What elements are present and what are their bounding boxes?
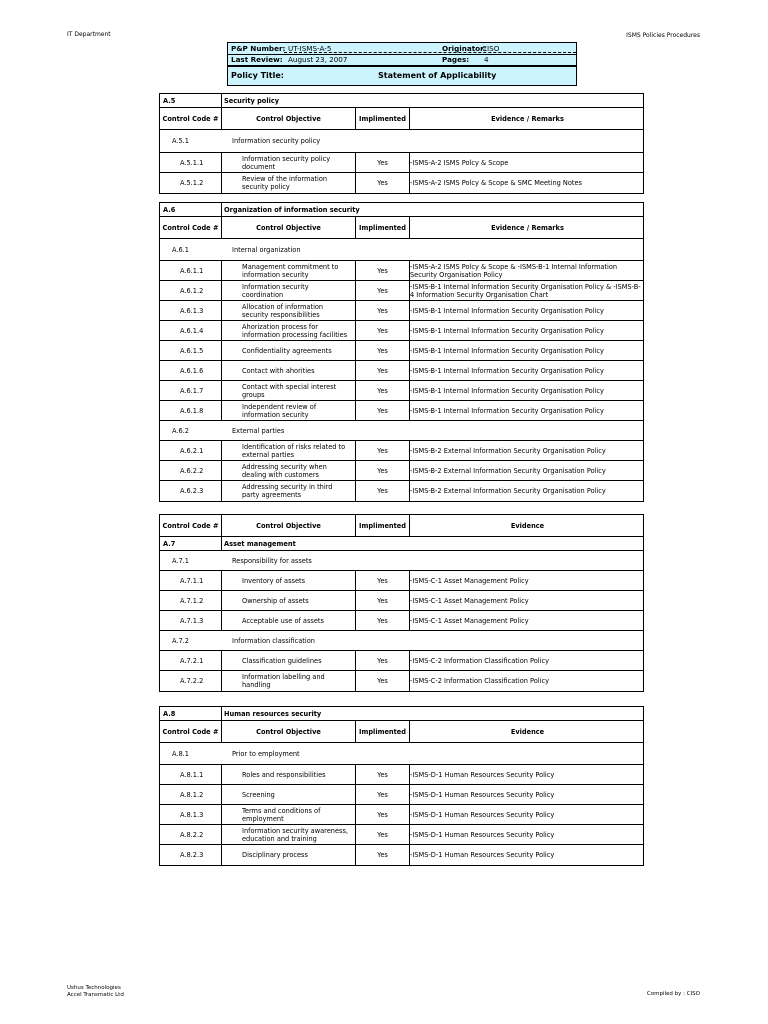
section-title: Asset management (224, 539, 296, 548)
policy-title-row (228, 66, 576, 88)
row-code: A.7.1.1 (160, 571, 222, 590)
column-header-row (160, 515, 643, 537)
row-implemented: Yes (356, 261, 410, 280)
row-code: A.6.2 (172, 426, 189, 435)
row-code: A.7.2.2 (160, 671, 222, 691)
row-objective: Management commitment to information security (222, 261, 356, 280)
row-objective: Ownership of assets (222, 591, 356, 610)
row-evidence: -ISMS-A-2 ISMS Polcy & Scope (410, 158, 509, 167)
row-evidence: -ISMS-A-2 ISMS Polcy & Scope & SMC Meeting Notes (410, 179, 582, 187)
column-header-row (160, 108, 643, 130)
table-row (160, 173, 643, 193)
pp-number-value: UT-ISMS-A-5 (288, 44, 332, 53)
row-evidence: -ISMS-C-1 Asset Management Policy (410, 616, 529, 625)
row-evidence: -ISMS-C-1 Asset Management Policy (410, 576, 529, 585)
row-code: A.6.1 (172, 245, 189, 254)
row-code: A.6.2.3 (160, 481, 222, 501)
col-control-objective: Control Objective (222, 515, 356, 536)
table-row (160, 481, 643, 501)
section-title: Organization of information security (224, 205, 360, 214)
row-objective: External parties (232, 426, 285, 435)
row-objective: Identification of risks related to external parties (222, 441, 356, 460)
row-objective: Confidentiality agreements (222, 341, 356, 360)
row-code: A.8.1.3 (160, 805, 222, 824)
table-row (160, 130, 643, 153)
row-evidence: -ISMS-B-2 External Information Security Organisation Policy (410, 446, 606, 455)
table-row (160, 381, 643, 401)
table-row (160, 631, 643, 651)
section-code: A.7 (160, 537, 222, 550)
row-objective: Addressing security in third party agreements (222, 481, 356, 501)
header-department: IT Department (67, 31, 111, 38)
row-evidence: -ISMS-B-1 Internal Information Security Organisation Policy (410, 406, 604, 415)
row-code: A.6.1.3 (160, 301, 222, 320)
row-objective: Ahorization process for information processing facilities (222, 321, 356, 340)
policy-info-box (227, 42, 577, 86)
row-code: A.6.2.1 (160, 441, 222, 460)
table-row (160, 671, 643, 691)
table-row (160, 239, 643, 261)
col-implemented: Implimented (356, 721, 410, 742)
col-evidence-remarks: Evidence / Remarks (491, 223, 564, 232)
row-objective: Classification guidelines (222, 651, 356, 670)
col-implemented: Implimented (356, 217, 410, 238)
row-objective: Inventory of assets (222, 571, 356, 590)
pages-label: Pages: (442, 55, 470, 64)
table-row (160, 591, 643, 611)
column-header-row (160, 721, 643, 743)
last-review-row (228, 54, 576, 66)
table-row (160, 743, 643, 765)
column-header-row (160, 217, 643, 239)
row-objective: Terms and conditions of employment (222, 805, 356, 824)
row-implemented: Yes (356, 173, 410, 193)
pp-number-label: P&P Number: (231, 44, 286, 53)
table-row (160, 361, 643, 381)
row-evidence: -ISMS-C-1 Asset Management Policy (410, 596, 529, 605)
originator-label: Originator: (442, 44, 487, 53)
col-evidence: Evidence (510, 521, 545, 530)
row-objective: Independent review of information security (222, 401, 356, 420)
row-code: A.5.1 (172, 137, 189, 145)
table-row (160, 421, 643, 441)
table-row (160, 301, 643, 321)
row-implemented: Yes (356, 765, 410, 784)
row-objective: Information security awareness, education and training (222, 825, 356, 844)
row-implemented: Yes (356, 441, 410, 460)
footer-company (67, 985, 124, 998)
row-code: A.8.1.2 (160, 785, 222, 804)
table-row (160, 611, 643, 631)
row-code: A.7.2.1 (160, 651, 222, 670)
section-code: A.5 (160, 94, 222, 107)
row-implemented: Yes (356, 381, 410, 400)
table-row (160, 765, 643, 785)
row-implemented: Yes (356, 481, 410, 501)
row-evidence: -ISMS-B-1 Internal Information Security Organisation Policy (410, 386, 604, 395)
table-row (160, 321, 643, 341)
col-evidence-remarks: Evidence / Remarks (491, 114, 564, 123)
row-implemented: Yes (356, 845, 410, 865)
row-code: A.8.1 (172, 749, 189, 758)
row-code: A.8.2.2 (160, 825, 222, 844)
row-code: A.6.2.2 (160, 461, 222, 480)
row-evidence: -ISMS-C-2 Information Classification Policy (410, 677, 549, 685)
table-row (160, 153, 643, 173)
policy-title-value: Statement of Applicability (378, 71, 497, 80)
row-code: A.8.1.1 (160, 765, 222, 784)
row-code: A.7.1.2 (160, 591, 222, 610)
row-objective: Information classification (232, 636, 315, 645)
policy-title-label: Policy Title: (231, 71, 284, 80)
row-objective: Internal organization (232, 245, 301, 254)
row-implemented: Yes (356, 651, 410, 670)
footer-company-line1: Ushus Technologies (67, 985, 121, 991)
table-row (160, 785, 643, 805)
row-objective: Information security policy document (222, 153, 356, 172)
table-row (160, 805, 643, 825)
row-implemented: Yes (356, 671, 410, 691)
row-code: A.7.1 (172, 556, 189, 565)
row-code: A.6.1.2 (160, 281, 222, 300)
row-implemented: Yes (356, 361, 410, 380)
row-implemented: Yes (356, 301, 410, 320)
table-row (160, 651, 643, 671)
row-objective: Information security coordination (222, 281, 356, 300)
row-evidence: -ISMS-B-2 External Information Security Organisation Policy (410, 466, 606, 475)
row-evidence: -ISMS-D-1 Human Resources Security Policy (410, 790, 555, 799)
row-code: A.6.1.5 (160, 341, 222, 360)
row-objective: Prior to employment (232, 749, 300, 758)
row-code: A.6.1.1 (160, 261, 222, 280)
row-objective: Contact with ahorities (222, 361, 356, 380)
table-row (160, 571, 643, 591)
section-title-row (160, 537, 643, 551)
col-implemented: Implimented (356, 108, 410, 129)
table-row (160, 281, 643, 301)
table-row (160, 461, 643, 481)
row-code: A.6.1.4 (160, 321, 222, 340)
row-objective: Addressing security when dealing with customers (222, 461, 356, 480)
row-evidence: -ISMS-C-2 Information Classification Policy (410, 656, 549, 665)
table-row (160, 551, 643, 571)
section-a8 (159, 706, 644, 866)
row-implemented: Yes (356, 461, 410, 480)
row-code: A.8.2.3 (160, 845, 222, 865)
section-title-row (160, 707, 643, 721)
row-code: A.7.1.3 (160, 611, 222, 630)
row-objective: Roles and responsibilities (222, 765, 356, 784)
originator-value: CISO (482, 44, 500, 53)
row-objective: Information labelling and handling (222, 671, 356, 691)
section-title-row (160, 94, 643, 108)
col-control-code: Control Code # (160, 217, 222, 238)
row-evidence: -ISMS-B-2 External Information Security Organisation Policy (410, 487, 606, 495)
row-implemented: Yes (356, 281, 410, 300)
col-control-objective: Control Objective (222, 217, 356, 238)
section-title: Security policy (224, 96, 280, 105)
table-row (160, 341, 643, 361)
header-doc-series: ISMS Policies Procedures (626, 32, 700, 39)
row-implemented: Yes (356, 571, 410, 590)
row-evidence: -ISMS-D-1 Human Resources Security Policy (410, 770, 555, 779)
row-objective: Information security policy (232, 137, 321, 145)
row-objective: Responsibility for assets (232, 556, 312, 565)
col-control-objective: Control Objective (222, 721, 356, 742)
row-objective: Acceptable use of assets (222, 611, 356, 630)
row-evidence: -ISMS-B-1 Internal Information Security Organisation Policy (410, 346, 604, 355)
row-code: A.6.1.8 (160, 401, 222, 420)
row-implemented: Yes (356, 591, 410, 610)
col-control-code: Control Code # (160, 721, 222, 742)
row-code: A.7.2 (172, 636, 189, 645)
col-evidence: Evidence (510, 727, 545, 736)
row-evidence: -ISMS-B-1 Internal Information Security Organisation Policy (410, 306, 604, 315)
row-code: A.6.1.7 (160, 381, 222, 400)
footer-compiled-by: Compiled by : CISO (646, 991, 700, 997)
footer-company-line2: Accel Transmatic Ltd (67, 991, 124, 998)
table-row (160, 845, 643, 865)
row-objective: Disciplinary process (222, 845, 356, 865)
row-implemented: Yes (356, 341, 410, 360)
section-a7 (159, 514, 644, 692)
row-implemented: Yes (356, 805, 410, 824)
last-review-label: Last Review: (231, 55, 283, 64)
table-row (160, 261, 643, 281)
row-code: A.5.1.1 (160, 153, 222, 172)
row-evidence: -ISMS-D-1 Human Resources Security Policy (410, 830, 555, 839)
col-control-objective: Control Objective (222, 108, 356, 129)
section-title-row (160, 203, 643, 217)
row-objective: Review of the information security policy (222, 173, 356, 193)
row-evidence: -ISMS-B-1 Internal Information Security Organisation Policy & -ISMS-B-4 Information Security Organisation Chart (410, 282, 641, 299)
section-title: Human resources security (224, 709, 322, 718)
col-control-code: Control Code # (160, 515, 222, 536)
row-evidence: -ISMS-D-1 Human Resources Security Policy (410, 851, 555, 859)
row-implemented: Yes (356, 401, 410, 420)
row-objective: Screening (222, 785, 356, 804)
row-code: A.5.1.2 (160, 173, 222, 193)
row-code: A.6.1.6 (160, 361, 222, 380)
table-row (160, 441, 643, 461)
row-implemented: Yes (356, 321, 410, 340)
section-code: A.6 (160, 203, 222, 216)
pages-value: 4 (484, 55, 489, 64)
section-a6 (159, 202, 644, 502)
row-implemented: Yes (356, 785, 410, 804)
table-row (160, 401, 643, 421)
row-evidence: -ISMS-D-1 Human Resources Security Policy (410, 810, 555, 819)
row-evidence: -ISMS-B-1 Internal Information Security Organisation Policy (410, 326, 604, 335)
last-review-value: August 23, 2007 (288, 55, 348, 64)
row-implemented: Yes (356, 153, 410, 172)
row-evidence: -ISMS-B-1 Internal Information Security Organisation Policy (410, 366, 604, 375)
col-control-code: Control Code # (160, 108, 222, 129)
col-implemented: Implimented (356, 515, 410, 536)
row-implemented: Yes (356, 825, 410, 844)
section-a5 (159, 93, 644, 194)
table-row (160, 825, 643, 845)
row-implemented: Yes (356, 611, 410, 630)
row-objective: Allocation of information security responsibilities (222, 301, 356, 320)
dashed-rule (284, 52, 576, 53)
section-code: A.8 (160, 707, 222, 720)
row-objective: Contact with special interest groups (222, 381, 356, 400)
row-evidence: -ISMS-A-2 ISMS Polcy & Scope & -ISMS-B-1 Internal Information Security Organisation Policy (410, 262, 618, 279)
